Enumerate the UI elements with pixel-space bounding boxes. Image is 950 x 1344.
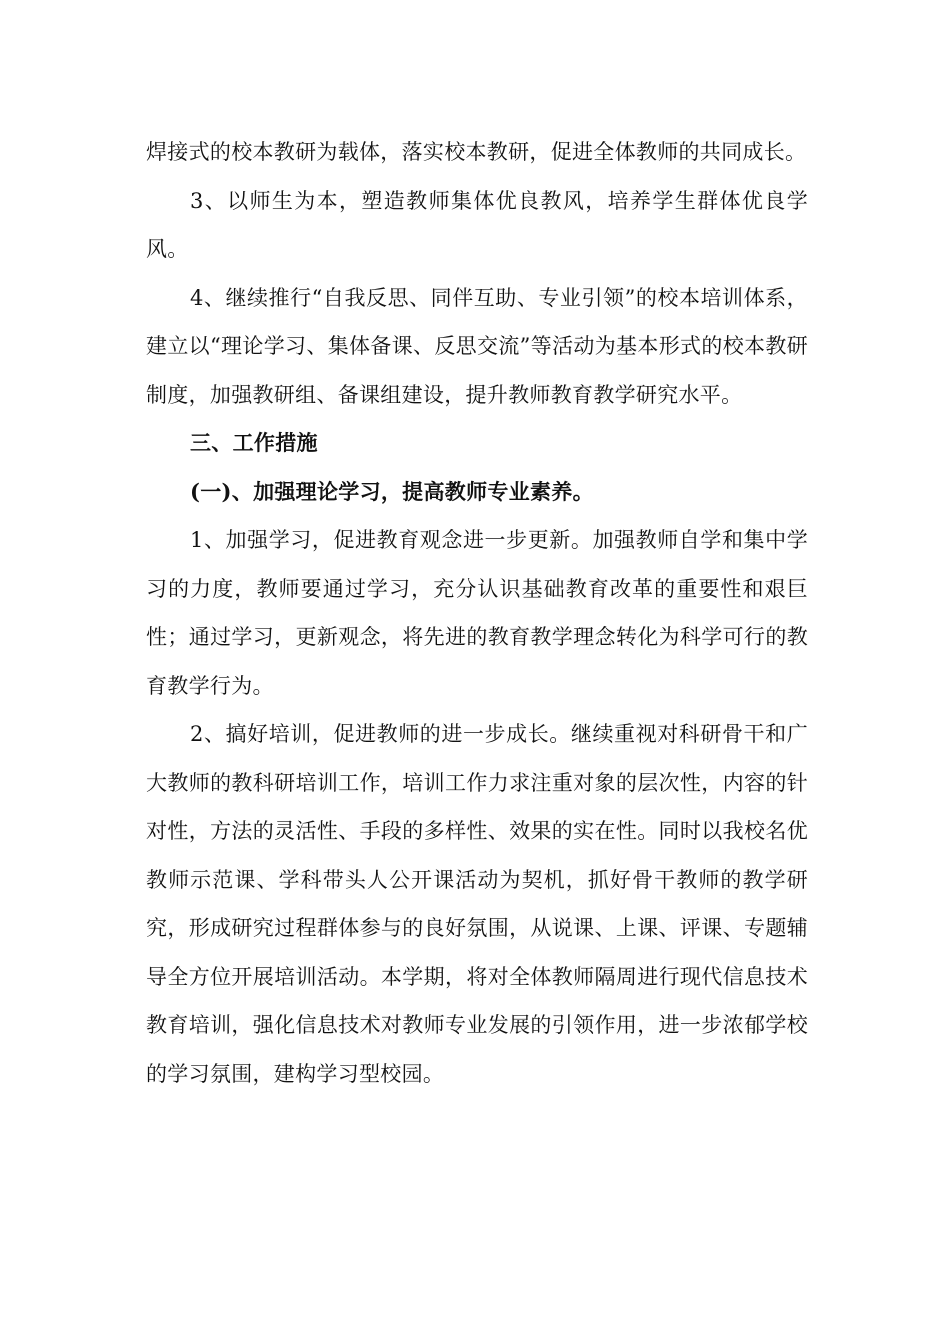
paragraph-measure-2: 2、搞好培训，促进教师的进一步成长。继续重视对科研骨干和广大教师的教科研培训工作，培训工作力求注重对象的层次性，内容的针对性，方法的灵活性、手段的多样性、效果的实在性。同时以我校名优教师示范课、学科带头人公开课活动为契机，抓好骨干教师的教学研究，形成研究过程群体参与的良好氛围，从说课、上课、评课、专题辅导全方位开展培训活动。本学期，将对全体教师隔周进行现代信息技术教育培训，强化信息技术对教师专业发展的引领作用，进一步浓郁学校的学习氛围，建构学习型校园。 — [146, 722, 808, 1086]
subsection-heading-theory-study: (一)、加强理论学习，提高教师专业素养。 — [190, 478, 594, 504]
paragraph-continuation: 焊接式的校本教研为载体，落实校本教研，促进全体教师的共同成长。 — [146, 140, 807, 164]
section-heading-work-measures: 三、工作措施 — [190, 430, 318, 455]
paragraph-item-3: 3、以师生为本，塑造教师集体优良教风，培养学生群体优良学风。 — [146, 188, 808, 261]
document-body — [146, 128, 808, 1098]
paragraph-item-4: 4、继续推行“自我反思、同伴互助、专业引领”的校本培训体系，建立以“理论学习、集体备课、反思交流”等活动为基本形式的校本教研制度，加强教研组、备课组建设，提升教师教育教学研究水平。 — [146, 285, 808, 407]
paragraph-measure-1: 1、加强学习，促进教育观念进一步更新。加强教师自学和集中学习的力度，教师要通过学习，充分认识基础教育改革的重要性和艰巨性；通过学习，更新观念，将先进的教育教学理念转化为科学可行的教育教学行为。 — [146, 528, 808, 698]
